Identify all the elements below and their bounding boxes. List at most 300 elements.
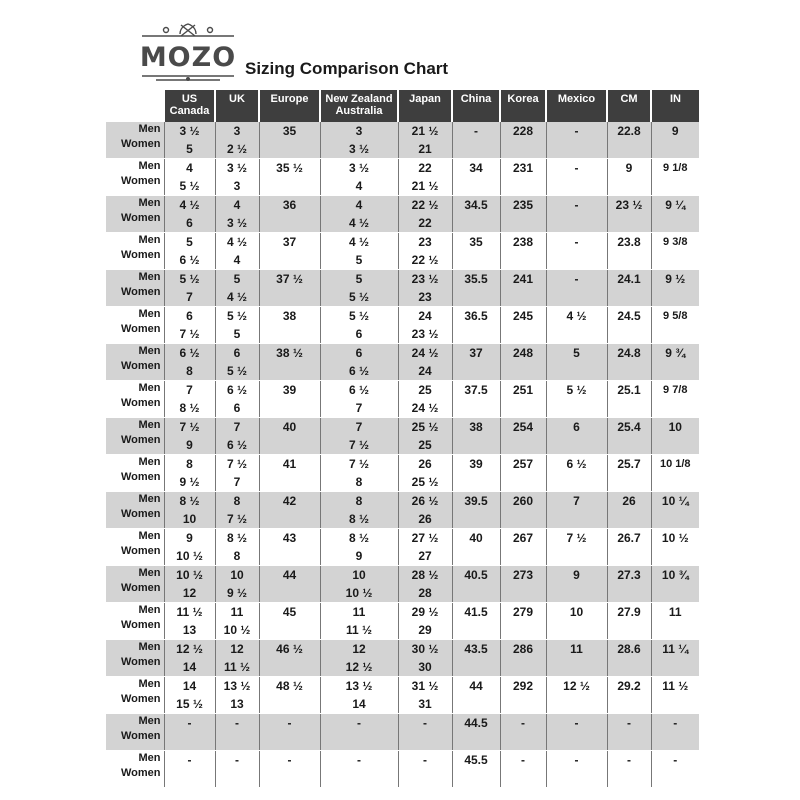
size-value: 43 xyxy=(282,531,297,545)
women-size xyxy=(216,769,259,787)
cell-cn xyxy=(452,455,500,492)
cell-jp xyxy=(398,492,452,529)
women-size: 7 xyxy=(355,401,363,415)
column-header-eu: Europe xyxy=(259,90,320,122)
cell-kr xyxy=(500,418,546,455)
cell-kr xyxy=(500,307,546,344)
women-size xyxy=(399,769,452,787)
cell-cn xyxy=(452,714,500,751)
table-row xyxy=(106,677,699,714)
size-value: 7 ½ xyxy=(566,531,587,545)
cell-mx xyxy=(546,714,607,751)
men-size: 6 xyxy=(233,346,241,360)
cell-kr xyxy=(500,566,546,603)
women-label: Women xyxy=(120,138,161,150)
size-value: 27.9 xyxy=(617,605,641,619)
size-value: 26 xyxy=(622,494,636,508)
women-size: 6 ½ xyxy=(179,253,200,267)
women-size xyxy=(165,769,215,787)
men-label: Men xyxy=(138,345,161,357)
column-header-uk: UK xyxy=(215,90,259,122)
page-title: Sizing Comparison Chart xyxy=(245,59,449,78)
women-size xyxy=(321,732,398,750)
size-value: 10 ¼ xyxy=(661,494,689,508)
size-value: 22.8 xyxy=(617,124,641,138)
size-value: 267 xyxy=(512,531,534,545)
women-size: 5 ½ xyxy=(226,364,247,378)
cell-eu xyxy=(259,344,320,381)
men-size: 6 ½ xyxy=(179,346,200,360)
cell-eu xyxy=(259,714,320,751)
header-blank xyxy=(106,90,164,122)
table-row xyxy=(106,270,699,307)
size-value: - xyxy=(574,753,579,767)
cell-cm xyxy=(607,455,651,492)
men-size: 14 xyxy=(182,679,197,693)
cell-nz xyxy=(320,455,398,492)
cell-mx xyxy=(546,492,607,529)
cell-cn xyxy=(452,640,500,677)
size-value: 25.4 xyxy=(617,420,641,434)
women-label: Women xyxy=(120,175,161,187)
men-label: Men xyxy=(138,160,161,172)
women-size: 10 ½ xyxy=(223,623,251,637)
cell-uk xyxy=(215,677,259,714)
men-size: - xyxy=(357,753,361,767)
size-value: 257 xyxy=(512,457,534,471)
table-row xyxy=(106,751,699,788)
brand-name: MOZO xyxy=(139,42,237,73)
cell-cn xyxy=(452,751,500,788)
cell-us xyxy=(164,196,215,233)
men-label: Men xyxy=(138,456,161,468)
men-size: 5 ½ xyxy=(226,309,247,323)
cell-mx xyxy=(546,233,607,270)
cell-kr xyxy=(500,714,546,751)
women-size: 5 ½ xyxy=(179,179,200,193)
women-label: Women xyxy=(120,397,161,409)
women-size: 23 ½ xyxy=(411,327,439,341)
row-label xyxy=(106,714,164,751)
cell-jp xyxy=(398,418,452,455)
men-size: 11 xyxy=(230,605,244,619)
size-value: - xyxy=(574,235,579,249)
cell-uk xyxy=(215,455,259,492)
men-label: Men xyxy=(138,308,161,320)
men-size: 29 ½ xyxy=(411,605,439,619)
men-size: 30 ½ xyxy=(411,642,439,656)
men-size: 28 ½ xyxy=(411,568,439,582)
cell-nz xyxy=(320,344,398,381)
cell-cm xyxy=(607,603,651,640)
men-size: 26 ½ xyxy=(411,494,439,508)
women-size: 7 xyxy=(186,290,193,304)
size-value: 248 xyxy=(512,346,534,360)
cell-us xyxy=(164,492,215,529)
size-value: 37.5 xyxy=(464,383,488,397)
men-size: 24 xyxy=(418,309,432,323)
size-value: 36.5 xyxy=(464,309,488,323)
cell-nz xyxy=(320,677,398,714)
cell-cm xyxy=(607,196,651,233)
cell-kr xyxy=(500,381,546,418)
cell-jp xyxy=(398,714,452,751)
size-value: 11 xyxy=(668,605,682,619)
table-row xyxy=(106,566,699,603)
men-label: Men xyxy=(138,641,161,653)
men-size: - xyxy=(187,753,192,767)
men-size: 10 xyxy=(352,568,366,582)
women-size: 5 xyxy=(355,253,363,267)
size-value: 45.5 xyxy=(464,753,488,767)
size-value: 42 xyxy=(282,494,297,508)
women-size: 14 xyxy=(182,660,197,674)
cell-eu xyxy=(259,751,320,788)
cell-cn xyxy=(452,566,500,603)
size-value: 9 1/8 xyxy=(663,162,688,174)
cell-jp xyxy=(398,455,452,492)
size-value: - xyxy=(574,161,579,175)
cell-kr xyxy=(500,270,546,307)
women-size: 4 xyxy=(355,179,363,193)
men-size: 7 xyxy=(186,383,193,397)
size-value: 260 xyxy=(512,494,534,508)
size-value: 38 xyxy=(469,420,483,434)
row-label xyxy=(106,603,164,640)
size-value: 23 ½ xyxy=(615,198,643,212)
cell-in xyxy=(651,566,699,603)
men-size: 13 ½ xyxy=(345,679,373,693)
size-value: 9 7/8 xyxy=(663,384,688,396)
cell-in xyxy=(651,159,699,196)
size-value: 9 xyxy=(625,161,633,175)
cell-us xyxy=(164,529,215,566)
cell-kr xyxy=(500,344,546,381)
cell-uk xyxy=(215,233,259,270)
size-value: 44.5 xyxy=(464,716,488,730)
cell-cn xyxy=(452,159,500,196)
men-label: Men xyxy=(138,678,161,690)
men-size: 3 ½ xyxy=(179,124,200,138)
cell-in xyxy=(651,196,699,233)
size-value: - xyxy=(287,716,292,730)
cell-nz xyxy=(320,381,398,418)
women-size: 6 xyxy=(355,327,363,341)
men-label: Men xyxy=(138,382,161,394)
row-label xyxy=(106,159,164,196)
size-value: 34.5 xyxy=(464,198,488,212)
size-value: 235 xyxy=(512,198,534,212)
women-label: Women xyxy=(120,360,161,372)
cell-uk xyxy=(215,566,259,603)
women-label: Women xyxy=(120,286,161,298)
men-size: 12 xyxy=(352,642,366,656)
cell-eu xyxy=(259,233,320,270)
cell-kr xyxy=(500,196,546,233)
women-label: Women xyxy=(120,212,161,224)
women-size: 8 xyxy=(355,475,363,489)
cell-jp xyxy=(398,381,452,418)
cell-cm xyxy=(607,566,651,603)
cell-cn xyxy=(452,344,500,381)
cell-jp xyxy=(398,196,452,233)
cell-jp xyxy=(398,751,452,788)
women-size: 24 ½ xyxy=(411,401,439,415)
women-size: 24 xyxy=(418,364,432,378)
size-value: - xyxy=(287,753,292,767)
men-size: - xyxy=(235,753,239,767)
size-value: 9 xyxy=(671,124,679,138)
table-row xyxy=(106,640,699,677)
cell-eu xyxy=(259,270,320,307)
women-size: 14 xyxy=(352,697,366,711)
women-size: 29 xyxy=(418,623,432,637)
size-value: 38 xyxy=(282,309,297,323)
size-value: 279 xyxy=(512,605,534,619)
cell-uk xyxy=(215,159,259,196)
size-value: - xyxy=(574,272,579,286)
cell-us xyxy=(164,270,215,307)
men-size: 8 ½ xyxy=(226,531,247,545)
women-size xyxy=(321,769,398,787)
cell-nz xyxy=(320,196,398,233)
size-value: 35 xyxy=(282,124,297,138)
cell-cm xyxy=(607,492,651,529)
women-size: 9 xyxy=(355,549,363,563)
cell-cm xyxy=(607,751,651,788)
men-size: 10 ½ xyxy=(176,568,203,582)
cell-jp xyxy=(398,122,452,159)
men-size: 27 ½ xyxy=(411,531,439,545)
row-label xyxy=(106,196,164,233)
women-label: Women xyxy=(120,434,161,446)
size-value: 46 ½ xyxy=(276,642,303,656)
cell-mx xyxy=(546,418,607,455)
size-value: 251 xyxy=(512,383,534,397)
men-label: Men xyxy=(138,493,161,505)
table-row xyxy=(106,159,699,196)
women-label: Women xyxy=(120,545,161,557)
men-size: 5 xyxy=(186,235,193,249)
cell-mx xyxy=(546,603,607,640)
cell-jp xyxy=(398,529,452,566)
women-size: 7 ½ xyxy=(179,327,200,341)
column-header-cm: CM xyxy=(607,90,651,122)
cell-kr xyxy=(500,603,546,640)
women-size: 28 xyxy=(418,586,432,600)
cell-mx xyxy=(546,307,607,344)
size-value: 37 ½ xyxy=(276,272,303,286)
women-size: 3 ½ xyxy=(226,216,247,230)
cell-uk xyxy=(215,714,259,751)
cell-cm xyxy=(607,640,651,677)
size-value: 44 xyxy=(469,679,483,693)
women-size: 15 ½ xyxy=(176,697,203,711)
cell-uk xyxy=(215,751,259,788)
men-size: 6 ½ xyxy=(226,383,247,397)
men-size: 3 xyxy=(233,124,241,138)
men-size: 21 ½ xyxy=(411,124,439,138)
size-value: 10 xyxy=(668,420,682,434)
women-size xyxy=(216,732,259,750)
women-label: Women xyxy=(120,471,161,483)
men-size: 7 ½ xyxy=(348,457,369,471)
cell-kr xyxy=(500,455,546,492)
cell-cm xyxy=(607,714,651,751)
size-value: 6 xyxy=(573,420,580,434)
size-value: 10 1/8 xyxy=(659,458,691,470)
women-label: Women xyxy=(120,508,161,520)
cell-cn xyxy=(452,492,500,529)
size-value: - xyxy=(474,124,478,138)
size-value: 254 xyxy=(512,420,534,434)
women-size: 11 ½ xyxy=(223,660,251,674)
size-value: 228 xyxy=(512,124,534,138)
cell-cm xyxy=(607,529,651,566)
men-size: 12 ½ xyxy=(176,642,203,656)
men-size: 26 xyxy=(418,457,432,471)
column-header-kr: Korea xyxy=(500,90,546,122)
cell-jp xyxy=(398,344,452,381)
table-row xyxy=(106,455,699,492)
women-size: 8 xyxy=(233,549,241,563)
cell-in xyxy=(651,529,699,566)
men-size: 8 xyxy=(355,494,363,508)
size-value: 245 xyxy=(512,309,534,323)
cell-nz xyxy=(320,751,398,788)
row-label xyxy=(106,751,164,788)
men-size: 7 xyxy=(355,420,363,434)
size-value: 10 xyxy=(569,605,584,619)
men-label: Men xyxy=(138,604,161,616)
men-size: 25 ½ xyxy=(411,420,439,434)
size-value: 39.5 xyxy=(464,494,488,508)
cell-mx xyxy=(546,640,607,677)
women-size: 6 xyxy=(186,216,193,230)
table-row xyxy=(106,233,699,270)
men-size: 9 xyxy=(186,531,193,545)
column-header-in: IN xyxy=(651,90,699,122)
row-label xyxy=(106,455,164,492)
women-size: 13 xyxy=(230,697,244,711)
cell-us xyxy=(164,455,215,492)
table-row xyxy=(106,381,699,418)
table-row xyxy=(106,492,699,529)
cell-jp xyxy=(398,307,452,344)
cell-us xyxy=(164,603,215,640)
size-value: 10 ½ xyxy=(661,531,689,545)
size-value: 6 ½ xyxy=(566,457,587,471)
cell-jp xyxy=(398,270,452,307)
row-label xyxy=(106,640,164,677)
table-row xyxy=(106,344,699,381)
table-row xyxy=(106,529,699,566)
cell-kr xyxy=(500,677,546,714)
size-value: 9 5/8 xyxy=(663,310,688,322)
women-size xyxy=(399,732,452,750)
men-size: 6 xyxy=(355,346,363,360)
size-value: - xyxy=(574,198,579,212)
cell-mx xyxy=(546,344,607,381)
cell-cn xyxy=(452,270,500,307)
men-size: 22 ½ xyxy=(411,198,439,212)
size-value: 11 xyxy=(570,642,583,656)
row-label xyxy=(106,492,164,529)
cell-cn xyxy=(452,603,500,640)
women-size: 11 ½ xyxy=(345,623,373,637)
women-size: 4 ½ xyxy=(348,216,369,230)
row-label xyxy=(106,307,164,344)
size-value: 10 ¾ xyxy=(661,568,689,582)
size-value: - xyxy=(574,716,579,730)
header-row xyxy=(106,90,699,122)
men-size: 8 ½ xyxy=(348,531,369,545)
women-size: 5 xyxy=(233,327,241,341)
women-size: 2 ½ xyxy=(226,142,247,156)
women-size: 4 xyxy=(233,253,241,267)
women-size: 8 ½ xyxy=(179,401,200,415)
women-size: 27 xyxy=(418,549,432,563)
size-value: 43.5 xyxy=(464,642,488,656)
women-size: 21 ½ xyxy=(411,179,439,193)
cell-nz xyxy=(320,492,398,529)
size-value: 35 ½ xyxy=(276,161,303,175)
cell-eu xyxy=(259,418,320,455)
cell-us xyxy=(164,640,215,677)
cell-in xyxy=(651,603,699,640)
women-size: 7 ½ xyxy=(226,512,247,526)
cell-nz xyxy=(320,233,398,270)
cell-in xyxy=(651,751,699,788)
cell-nz xyxy=(320,418,398,455)
size-value: 39 xyxy=(282,383,297,397)
cell-cm xyxy=(607,159,651,196)
cell-nz xyxy=(320,529,398,566)
women-size: 12 ½ xyxy=(345,660,373,674)
size-value: - xyxy=(673,716,678,730)
cell-jp xyxy=(398,233,452,270)
cell-in xyxy=(651,455,699,492)
size-value: - xyxy=(521,716,525,730)
women-size: 8 xyxy=(186,364,193,378)
cell-eu xyxy=(259,603,320,640)
size-value: - xyxy=(627,716,631,730)
size-value: 25.7 xyxy=(617,457,641,471)
cell-cn xyxy=(452,529,500,566)
women-label: Women xyxy=(120,730,161,742)
cell-kr xyxy=(500,122,546,159)
cell-kr xyxy=(500,492,546,529)
cell-cn xyxy=(452,307,500,344)
cell-us xyxy=(164,566,215,603)
men-size: 13 ½ xyxy=(223,679,251,693)
table-row xyxy=(106,418,699,455)
cell-cm xyxy=(607,677,651,714)
cell-nz xyxy=(320,603,398,640)
cell-us xyxy=(164,344,215,381)
women-label: Women xyxy=(120,767,161,779)
size-value: 12 ½ xyxy=(563,679,590,693)
women-label: Women xyxy=(120,323,161,335)
women-size: 3 xyxy=(233,179,241,193)
cell-eu xyxy=(259,159,320,196)
table-row xyxy=(106,603,699,640)
size-value: 25.1 xyxy=(617,383,641,397)
row-label xyxy=(106,529,164,566)
cell-uk xyxy=(215,640,259,677)
size-value: 38 ½ xyxy=(276,346,303,360)
women-size: 10 ½ xyxy=(345,586,373,600)
